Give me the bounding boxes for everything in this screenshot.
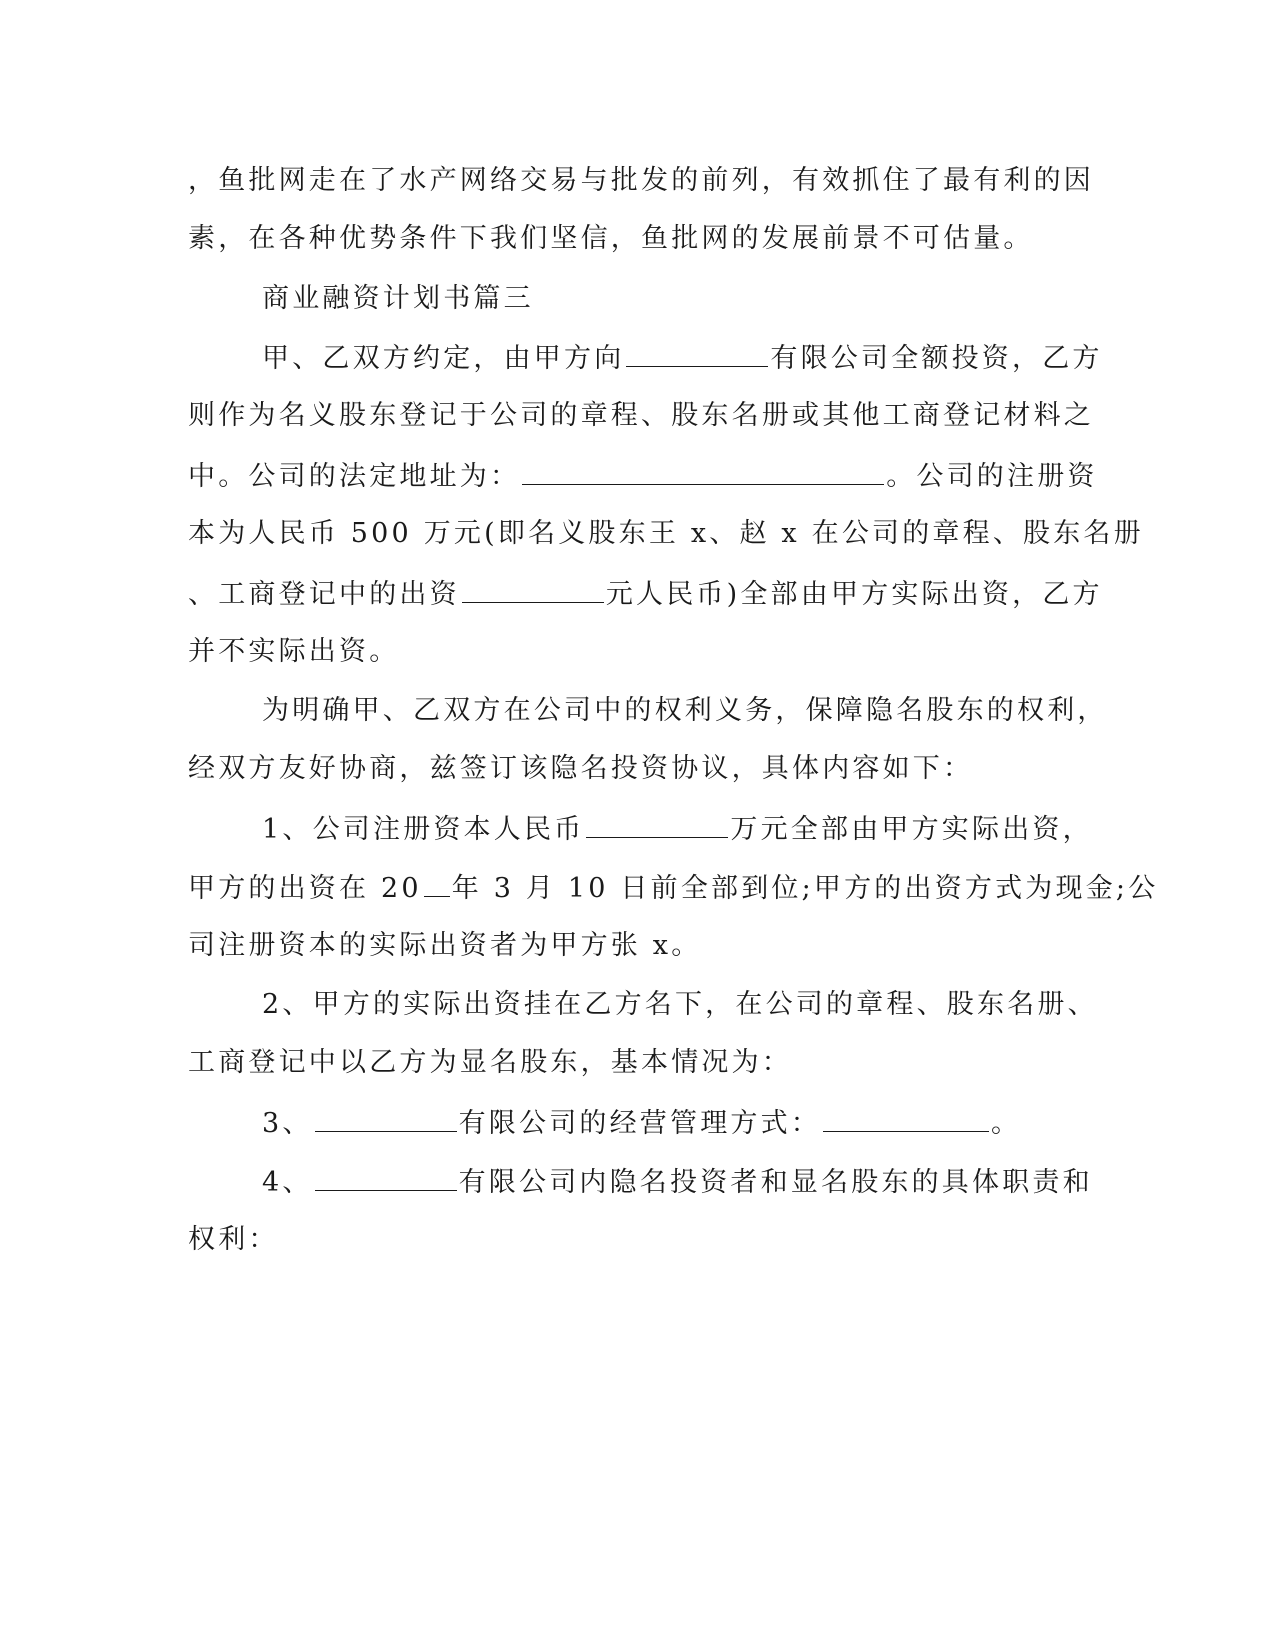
text-segment: 元人民币)全部由甲方实际出资，乙方 (605, 579, 1103, 610)
paragraph-line: 经双方友好协商，兹签订该隐名投资协议，具体内容如下： (188, 753, 974, 784)
fill-in-blank (522, 458, 884, 485)
paragraph-line: 素，在各种优势条件下我们坚信，鱼批网的发展前景不可估量。 (188, 223, 1034, 254)
text-segment: 。 (991, 1108, 1022, 1139)
paragraph-line: 工商登记中以乙方为显名股东，基本情况为： (188, 1047, 792, 1078)
paragraph-line (188, 870, 1159, 906)
text-segment: 1、公司注册资本人民币 (262, 814, 585, 845)
paragraph-line: ，鱼批网走在了水产网络交易与批发的前列，有效抓住了最有利的因 (188, 165, 1094, 196)
paragraph-line (188, 458, 1098, 494)
text-segment: 有限公司内隐名投资者和显名股东的具体职责和 (458, 1167, 1093, 1198)
fill-in-blank (315, 1164, 457, 1191)
paragraph-line (188, 576, 1103, 612)
text-segment: 万元全部由甲方实际出资， (730, 814, 1093, 845)
text-segment: 中。公司的法定地址为： (188, 461, 521, 492)
text-segment: 3、 (262, 1108, 313, 1139)
text-segment: 有限公司全额投资，乙方 (770, 343, 1103, 374)
fill-in-blank (462, 576, 604, 603)
text-segment: 。公司的注册资 (886, 461, 1098, 492)
paragraph-line (262, 340, 1162, 376)
fill-in-blank (586, 811, 728, 838)
clause-line (262, 1164, 1162, 1200)
fill-in-blank (424, 870, 450, 897)
text-segment: 4、 (262, 1167, 313, 1198)
clause-line (262, 811, 1162, 847)
paragraph-line: 本为人民币 500 万元(即名义股东王 x、赵 x 在公司的章程、股东名册 (188, 518, 1144, 549)
section-heading: 商业融资计划书篇三 (262, 283, 534, 314)
fill-in-blank (823, 1105, 989, 1132)
text-segment: 有限公司的经营管理方式： (458, 1108, 821, 1139)
text-segment: 年 3 月 10 日前全部到位;甲方的出资方式为现金;公 (451, 873, 1159, 904)
paragraph-line: 为明确甲、乙双方在公司中的权利义务，保障隐名股东的权利， (262, 695, 1108, 726)
paragraph-line: 并不实际出资。 (188, 636, 400, 667)
text-segment: 甲、乙双方约定，由甲方向 (262, 343, 625, 374)
clause-line (262, 1105, 1162, 1141)
paragraph-line: 则作为名义股东登记于公司的章程、股东名册或其他工商登记材料之 (188, 400, 1094, 431)
clause-line: 2、甲方的实际出资挂在乙方名下，在公司的章程、股东名册、 (262, 989, 1098, 1020)
paragraph-line: 权利： (188, 1224, 279, 1255)
text-segment: 甲方的出资在 20 (188, 873, 422, 904)
fill-in-blank (626, 340, 768, 367)
fill-in-blank (315, 1105, 457, 1132)
text-segment: 、工商登记中的出资 (188, 579, 460, 610)
paragraph-line: 司注册资本的实际出资者为甲方张 x。 (188, 930, 702, 961)
